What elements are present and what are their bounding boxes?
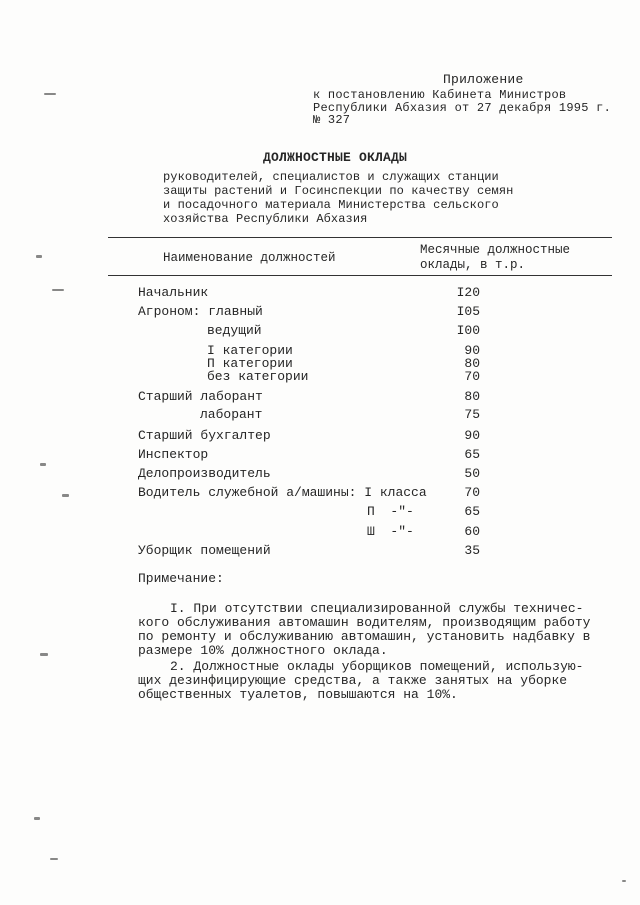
table-row-value: I00 [456,323,480,338]
table-row-value: 90 [464,343,480,358]
scan-mark [622,880,626,882]
scan-mark [52,289,64,291]
column-header-salary-unit: оклады, в т.р. [420,258,526,272]
note-line: I. При отсутствии специализированной службы техничес- [170,601,584,616]
note-line: общественных туалетов, повышаются на 10%. [138,687,458,702]
table-row-label: Старший лаборант [138,389,263,404]
table-top-rule [108,237,612,238]
scan-mark [62,494,69,497]
subtitle-line: защиты растений и Госинспекции по качеству семян [163,184,514,198]
table-row-label: П категории [207,356,293,371]
table-row-value: 60 [464,524,480,539]
table-row-label: Начальник [138,285,209,300]
table-row-label: Инспектор [138,447,209,462]
table-row-value: I20 [456,285,480,300]
column-header-salary: Месячные должностные [420,243,571,257]
table-header-rule [108,275,612,276]
table-row-value: 65 [464,504,480,519]
appendix-label: Приложение [443,72,524,87]
scan-mark [40,463,46,466]
resolution-number: № 327 [313,113,351,127]
table-row-label: ведущий [207,323,262,338]
table-row-label: без категории [207,369,309,384]
subtitle-line: и посадочного материала Министерства сельского [163,198,499,212]
table-row-label: Ш -"- [367,524,414,539]
subtitle-line: руководителей, специалистов и служащих станции [163,170,499,184]
note-line: по ремонту и обслуживанию автомашин, установить надбавку в [138,629,591,644]
resolution-date-line: Республики Абхазия от 27 декабря 1995 г. [313,101,612,115]
document-title: ДОЛЖНОСТНЫЕ ОКЛАДЫ [263,150,408,165]
table-row-value: 90 [464,428,480,443]
table-row-label: Старший бухгалтер [138,428,271,443]
resolution-line: к постановлению Кабинета Министров [313,88,567,102]
note-line: щих дезинфицирующие средства, а также занятых на уборке [138,673,568,688]
scan-mark [40,653,48,656]
table-row-value: 65 [464,447,480,462]
table-row-label: I категории [207,343,293,358]
table-row-label: Уборщик помещений [138,543,271,558]
note-title: Примечание: [138,571,224,586]
note-line: кого обслуживания автомашин водителям, производящим работу [138,615,591,630]
table-row-value: 50 [464,466,480,481]
table-row-label: Делопроизводитель [138,466,271,481]
scan-mark [36,255,42,258]
column-header-position: Наименование должностей [163,251,336,265]
table-row-value: 75 [464,407,480,422]
table-row-value: I05 [456,304,480,319]
table-row-value: 70 [464,485,480,500]
scan-mark [50,858,58,860]
table-row-value: 70 [464,369,480,384]
note-line: 2. Должностные оклады уборщиков помещений, использую- [170,659,584,674]
table-row-label: Агроном: главный [138,304,263,319]
table-row-label: лаборант [200,407,263,422]
scan-mark [44,93,56,95]
scan-mark [34,817,40,820]
table-row-value: 35 [464,543,480,558]
table-row-label: Водитель служебной а/машины: I класса [138,485,427,500]
table-row-label: П -"- [367,504,414,519]
subtitle-line: хозяйства Республики Абхазия [163,212,368,226]
table-row-value: 80 [464,356,480,371]
note-line: размере 10% должностного оклада. [138,643,388,658]
table-row-value: 80 [464,389,480,404]
